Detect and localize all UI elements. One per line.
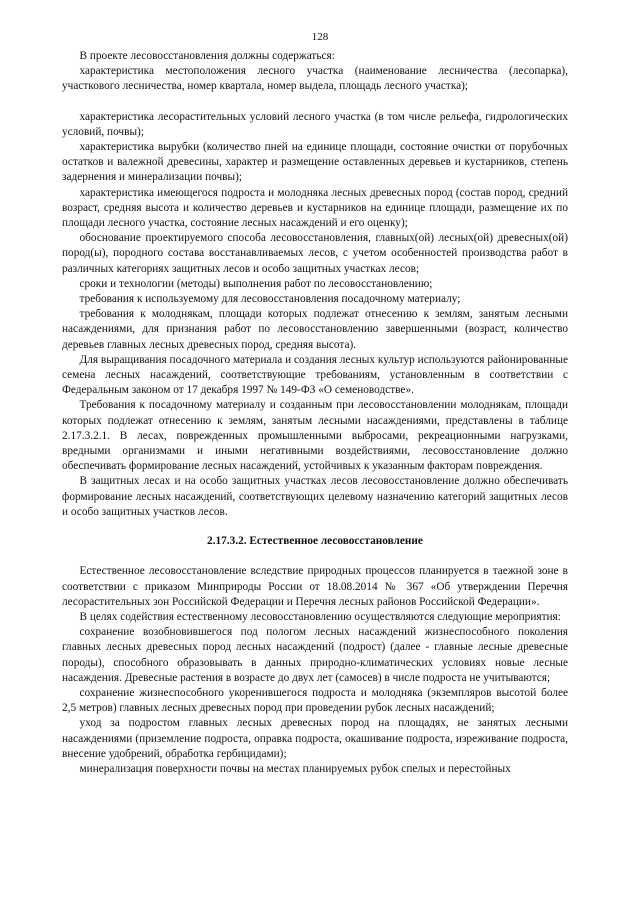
body-text	[62, 49, 568, 777]
paragraph	[62, 140, 568, 186]
paragraph-text: требования к молоднякам, площади которых подлежат отнесению к землям, занятым лесными насаждениями, для признания работ по лесовосстановлению завершенными (возраст, количество деревьев главных лесных древесных пород, средняя высота).	[62, 308, 568, 351]
paragraph	[62, 610, 568, 625]
paragraph	[62, 64, 568, 94]
paragraph	[62, 686, 568, 716]
paragraph	[62, 762, 568, 777]
paragraph	[62, 625, 568, 686]
paragraph-text: сроки и технологии (методы) выполнения работ по лесовосстановлению;	[79, 277, 433, 290]
paragraph	[62, 398, 568, 474]
paragraph	[62, 307, 568, 353]
paragraph	[62, 353, 568, 399]
paragraph-text: характеристика вырубки (количество пней на единице площади, состояние очистки от порубочных остатков и валежной древесины, характер и размещение оставленных деревьев и кустарников, степень задернения и минерализации почвы);	[62, 141, 568, 184]
paragraph-text: В защитных лесах и на особо защитных участках лесов лесовосстановление должно обеспечивать формирование лесных насаждений, соответствующих целевому назначению категорий защитных лесов и особо защитных участков лесов.	[62, 475, 568, 518]
paragraph-text: В проекте лесовосстановления должны содержаться:	[79, 50, 335, 62]
paragraph	[62, 564, 568, 610]
paragraph	[62, 231, 568, 277]
paragraph-text: Для выращивания посадочного материала и создания лесных культур используются районированные семена лесных насаждений, соответствующие требованиям, установленным в соответствии с Федеральным законом от 17 декабря 1997 № 149-ФЗ «О семеноводстве».	[62, 353, 568, 397]
paragraph-text: минерализация поверхности почвы на местах планируемых рубок спелых и перестойных	[79, 762, 511, 775]
paragraph	[62, 474, 568, 520]
section-heading: 2.17.3.2. Естественное лесовосстановление	[207, 535, 423, 548]
paragraph-text: обоснование проектируемого способа лесовосстановления, главных(ой) лесных(ой) древесных(ой) пород(ы), породного состава восстанавливаемых лесов, с учетом особенностей производства работ в различных категориях защитных лесов и особо защитных участках лесов;	[62, 232, 568, 275]
paragraph	[62, 110, 568, 140]
paragraph-text: сохранение жизнеспособного укоренившегося подроста и молодняка (экземпляров высотой более 2,5 метров) главных лесных древесных пород при проведении рубок лесных насаждений;	[62, 686, 568, 715]
paragraph	[62, 716, 568, 762]
paragraph	[62, 186, 568, 232]
paragraph-text: Требования к посадочному материалу и созданным при лесовосстановлении молоднякам, площади которых подлежат отнесению к землям, занятым лесными насаждениями, представлены в таблице 2.17.3.2.1. В лесах, поврежденных промышленными выбросами, рекреационными нагрузками, вредными организмами и иными негативными воздействиями, лесовосстановление должно обеспечивать формирование лесных насаждений, устойчивых к указанным факторам повреждения.	[62, 399, 568, 473]
paragraph-text: характеристика лесорастительных условий лесного участка (в том числе рельефа, гидрологических условий, почвы);	[62, 110, 568, 138]
paragraph-text: В целях содействия естественному лесовосстановлению осуществляются следующие мероприятия:	[79, 610, 561, 623]
paragraph-text: характеристика местоположения лесного участка (наименование лесничества (лесопарка), участкового лесничества, номер квартала, номер выдела, площадь лесного участка);	[62, 65, 568, 93]
paragraph	[62, 49, 568, 64]
paragraph-gap	[62, 95, 568, 110]
paragraph-text: уход за подростом главных лесных древесных пород на площадях, не занятых лесными насаждениями (приземление подроста, оправка подроста, окашивание подроста, изреживание подроста, внесение удобрений, обработка гербицидами);	[62, 717, 568, 760]
paragraph-text: характеристика имеющегося подроста и молодняка лесных древесных пород (состав пород, средний возраст, средняя высота и количество деревьев и кустарников на единице площади, размещение их по площади лесного участка, состояние лесных насаждений и его оценку);	[62, 186, 568, 230]
paragraph-text: Естественное лесовосстановление вследствие природных процессов планируется в таежной зоне в соответствии с приказом Минприроды России от 18.08.2014 № 367 «Об утверждении Перечня лесорастительных зон Российской Федерации и Перечня лесных районов Российской Федерации».	[62, 565, 568, 608]
paragraph-text: требования к используемому для лесовосстановления посадочному материалу;	[79, 293, 461, 306]
paragraph	[62, 292, 568, 307]
page-number: 128	[311, 31, 329, 43]
paragraph	[62, 277, 568, 292]
paragraph-text: сохранение возобновившегося под пологом лесных насаждений жизнеспособного поколения главных лесных древесных пород лесных насаждений (подрост) (далее - главные лесные древесные породы), способного образовывать в данных природно-климатических условиях новые лесные насаждения. Древесные растения в возрасте до двух лет (самосев) в числе подроста не учитываются;	[62, 626, 568, 684]
